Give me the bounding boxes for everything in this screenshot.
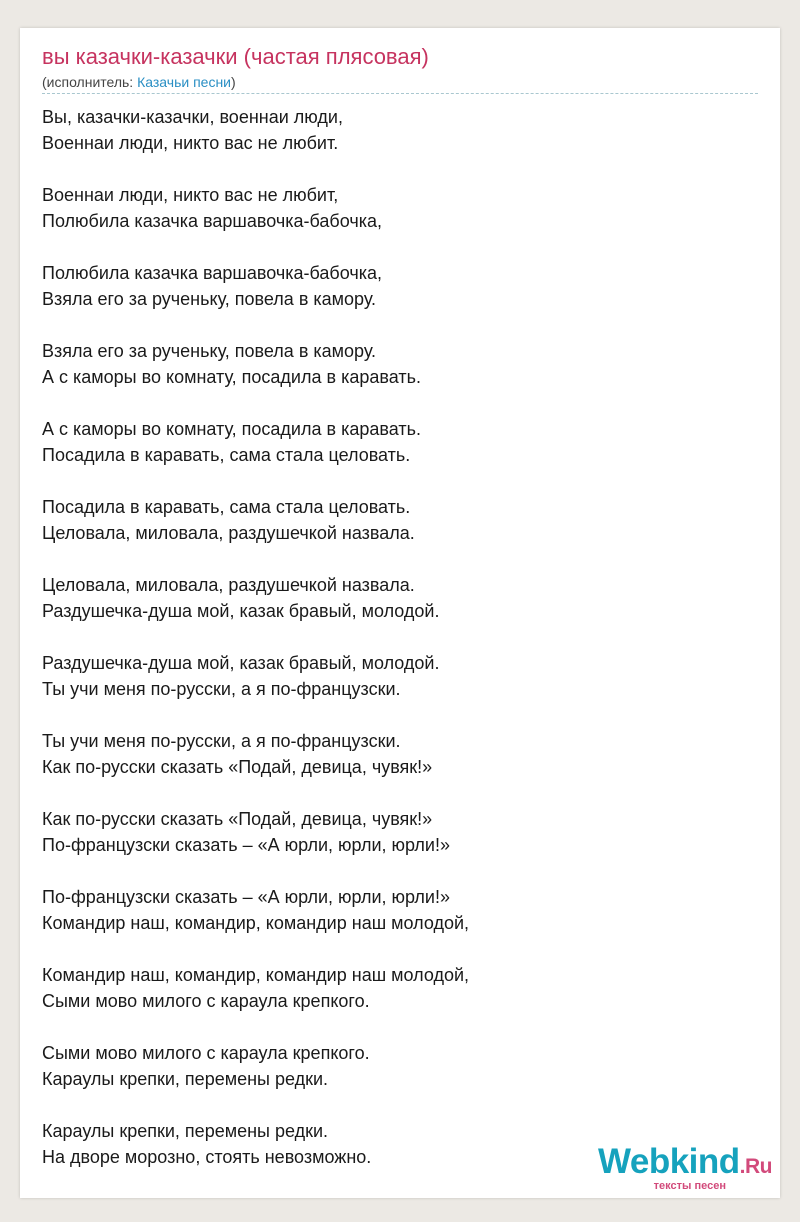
lyric-line: На дворе морозно, стоять невозможно. — [42, 1147, 372, 1167]
webkind-logo — [572, 1143, 772, 1192]
lyrics-stanza — [42, 338, 758, 390]
lyrics-stanza — [42, 260, 758, 312]
lyrics-card — [20, 28, 780, 1198]
logo-tagline: тексты песен — [653, 1180, 726, 1192]
lyrics-stanza — [42, 104, 758, 156]
lyric-line: Командир наш, командир, командир наш молодой, — [42, 913, 470, 933]
lyric-line: Целовала, миловала, раздушечкой назвала. — [42, 575, 415, 595]
title-divider — [42, 93, 758, 94]
lyric-line: А с каморы во комнату, посадила в каравать. — [42, 419, 421, 439]
lyric-line: Военнаи люди, никто вас не любит, — [42, 185, 339, 205]
lyrics-body — [42, 104, 758, 1196]
lyric-line: Сыми мово милого с караула крепкого. — [42, 991, 370, 1011]
lyrics-stanza — [42, 962, 758, 1014]
lyrics-stanza — [42, 806, 758, 858]
lyric-line: Раздушечка-душа мой, казак бравый, молодой. — [42, 653, 440, 673]
lyric-line: Полюбила казачка варшавочка-бабочка, — [42, 263, 382, 283]
performer-line — [42, 73, 236, 91]
lyric-line: Ты учи меня по-русски, а я по-французски. — [42, 679, 401, 699]
logo-brand: Webkind — [597, 1142, 740, 1181]
song-title: вы казачки-казачки (частая плясовая) — [42, 44, 429, 69]
lyric-line: Вы, казачки-казачки, военнаи люди, — [42, 107, 343, 127]
lyric-line: Посадила в каравать, сама стала целовать. — [42, 445, 411, 465]
lyric-line: Взяла его за рученьку, повела в камору. — [42, 289, 377, 309]
lyric-line: Как по-русски сказать «Подай, девица, чувяк!» — [42, 757, 433, 777]
lyric-line: Караулы крепки, перемены редки. — [42, 1121, 329, 1141]
lyric-line: Как по-русски сказать «Подай, девица, чувяк!» — [42, 809, 433, 829]
logo-tld: .Ru — [739, 1155, 772, 1178]
lyric-line: Полюбила казачка варшавочка-бабочка, — [42, 211, 382, 231]
lyric-line: Взяла его за рученьку, повела в камору. — [42, 341, 377, 361]
lyric-line: А с каморы во комнату, посадила в каравать. — [42, 367, 421, 387]
lyrics-stanza — [42, 494, 758, 546]
lyric-line: Караулы крепки, перемены редки. — [42, 1069, 329, 1089]
lyrics-stanza — [42, 884, 758, 936]
lyric-line: Сыми мово милого с караула крепкого. — [42, 1043, 370, 1063]
lyric-line: Целовала, миловала, раздушечкой назвала. — [42, 523, 415, 543]
lyric-line: Командир наш, командир, командир наш молодой, — [42, 965, 470, 985]
lyrics-stanza — [42, 416, 758, 468]
performer-link[interactable]: Казачьи песни — [137, 74, 231, 90]
lyric-line: Раздушечка-душа мой, казак бравый, молодой. — [42, 601, 440, 621]
performer-prefix: (исполнитель: — [42, 74, 138, 90]
lyrics-stanza — [42, 1040, 758, 1092]
lyric-line: По-французски сказать – «А юрли, юрли, юрли!» — [42, 835, 450, 855]
lyric-line: Посадила в каравать, сама стала целовать. — [42, 497, 411, 517]
performer-suffix: ) — [231, 74, 236, 90]
lyric-line: Ты учи меня по-русски, а я по-французски. — [42, 731, 401, 751]
lyrics-stanza — [42, 572, 758, 624]
lyrics-stanza — [42, 182, 758, 234]
lyric-line: Военнаи люди, никто вас не любит. — [42, 133, 339, 153]
lyric-line: По-французски сказать – «А юрли, юрли, юрли!» — [42, 887, 450, 907]
lyrics-stanza — [42, 650, 758, 702]
lyrics-stanza — [42, 728, 758, 780]
